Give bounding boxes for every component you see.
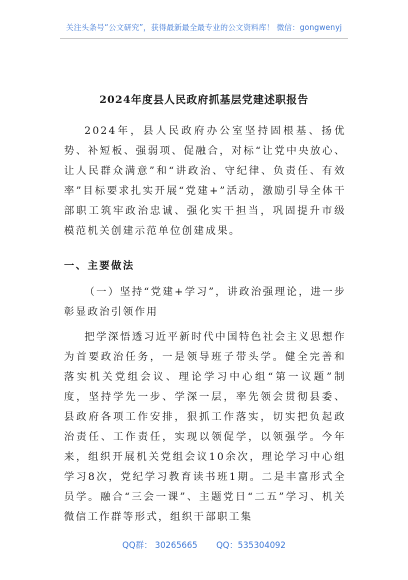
header-banner: 关注头条号“公文研究”，获得最新最全最专业的公文资料库！ 微信：gongwenyj bbox=[66, 23, 342, 32]
footer-qq: QQ：535304092 bbox=[216, 540, 286, 550]
subsection-paragraph: 把学深悟透习近平新时代中国特色社会主义思想作为首要政治任务，一是领导班子带头学。健全完善和落实机关党组会议、理论学习中心组“第一议题”制度，坚持学先一步、学深一层，率先领会贯彻县委、县政府各项工作安排，狠抓工作落实，切实把负起政治责任、工作责任，实现以领促学，以领强学。今年来，组织开展机关党组会议10余次，理论学习中心组学习8次，党纪学习教育读书班1期。二是丰富形式全员学。融合“三会一课”、主题党日“二五”学习、机关微信工作群等形式，组织干部职工集 bbox=[64, 332, 346, 523]
section-heading: 一、主要做法 bbox=[64, 260, 135, 272]
document-title: 2024年度县人民政府抓基层党建述职报告 bbox=[99, 94, 309, 106]
footer-qq-group: QQ群： 30265665 bbox=[122, 540, 198, 550]
intro-paragraph: 2024年，县人民政府办公室坚持固根基、扬优势、补短板、强弱项、促融合，对标“让党中央放心、让人民群众满意”和“讲政治、守纪律、负责任、有效率”目标要求扎实开展“党建+”活动，激励引导全体干部职工筑牢政治忠诚、强化实干担当，巩固提升市级模范机关创建示范单位创建成果。 bbox=[64, 126, 346, 237]
subsection-heading: （一）坚持“党建+学习”，讲政治强理论，进一步彰显政治引领作用 bbox=[64, 287, 346, 318]
header-divider bbox=[60, 38, 348, 39]
footer-contacts bbox=[0, 539, 408, 551]
